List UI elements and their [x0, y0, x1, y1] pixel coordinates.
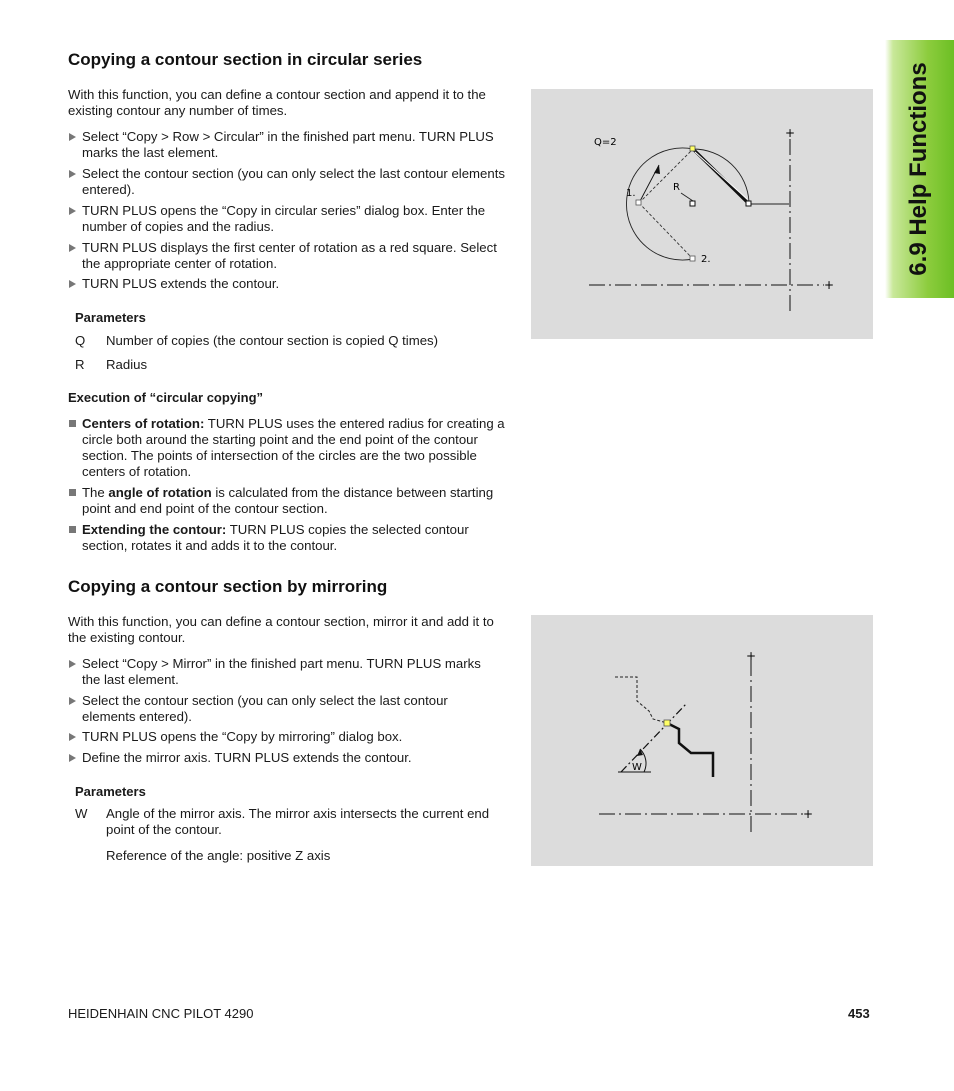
footer-title: HEIDENHAIN CNC PILOT 4290 — [68, 1006, 254, 1021]
section1-step: TURN PLUS displays the first center of rotation as a red square. Select the appropriate center of rotation. — [82, 240, 507, 272]
square-bullet-icon — [69, 489, 76, 496]
plus-marker-top: + — [784, 126, 796, 140]
square-bullet-icon — [69, 420, 76, 427]
arrow-right-icon — [69, 754, 76, 762]
radius-line-1 — [639, 149, 693, 203]
mirror-copy-figure — [531, 615, 873, 866]
param-desc: Angle of the mirror axis. The mirror axis intersects the current end point of the contour. — [106, 806, 490, 837]
original-contour — [667, 723, 713, 777]
section1-step: Select “Copy > Row > Circular” in the finished part menu. TURN PLUS marks the last element. — [82, 129, 507, 161]
end-point-marker — [746, 201, 751, 206]
param-key: R — [75, 357, 85, 372]
section1-intro: With this function, you can define a contour section and append it to the existing contour any number of times. — [68, 87, 486, 118]
mirror-axis — [621, 703, 687, 772]
label-r: R — [673, 182, 680, 193]
label-center-2: 2. — [701, 254, 711, 265]
end-point-marker — [664, 720, 670, 726]
rotation-circle — [626, 148, 749, 260]
angle-arrowhead — [637, 749, 643, 756]
param-key: Q — [75, 333, 86, 348]
label-center-1: 1. — [626, 188, 636, 199]
execution-bullet: The angle of rotation is calculated from the distance between starting point and end point of the contour section. — [82, 485, 507, 517]
circular-copy-figure — [531, 89, 873, 339]
center-2-marker — [690, 256, 695, 261]
section1-heading: Copying a contour section in circular series — [68, 50, 423, 69]
mirror-copy-diagram — [531, 615, 873, 866]
section2-step: Select “Copy > Mirror” in the finished part menu. TURN PLUS marks the last element. — [82, 656, 502, 688]
center-1-marker — [636, 200, 641, 205]
arrow-right-icon — [69, 244, 76, 252]
arrow-right-icon — [69, 733, 76, 741]
square-bullet-icon — [69, 526, 76, 533]
radius-marker — [690, 201, 695, 206]
label-q: Q=2 — [594, 137, 617, 148]
section2-step: TURN PLUS opens the “Copy by mirroring” dialog box. — [82, 729, 502, 745]
param-desc-reference: Reference of the angle: positive Z axis — [106, 848, 331, 863]
section1-step: TURN PLUS extends the contour. — [82, 276, 507, 292]
section1-params-heading: Parameters — [75, 310, 146, 325]
radius-line-2 — [639, 203, 693, 259]
section2-heading: Copying a contour section by mirroring — [68, 577, 388, 596]
label-w: W — [632, 762, 642, 773]
circular-copy-diagram — [531, 89, 873, 339]
arrow-right-icon — [69, 660, 76, 668]
arrow-right-icon — [69, 280, 76, 288]
section2-intro: With this function, you can define a contour section, mirror it and add it to the existing contour. — [68, 614, 494, 645]
plus-marker-right: + — [823, 278, 835, 292]
radius-arrowhead — [654, 165, 660, 174]
section1-step: Select the contour section (you can only select the last contour elements entered). — [82, 166, 507, 198]
section1-step: TURN PLUS opens the “Copy in circular series” dialog box. Enter the number of copies and the radius. — [82, 203, 507, 235]
chapter-tab-label: 6.9 Help Functions — [904, 62, 932, 276]
page-number: 453 — [848, 1006, 870, 1021]
execution-bullet: Extending the contour: TURN PLUS copies the selected contour section, rotates it and adds it to the contour. — [82, 522, 510, 554]
mirrored-contour — [615, 677, 667, 723]
arrow-right-icon — [69, 207, 76, 215]
arrow-right-icon — [69, 697, 76, 705]
section2-step: Select the contour section (you can only select the last contour elements entered). — [82, 693, 502, 725]
chapter-tab — [883, 40, 954, 298]
param-desc: Number of copies (the contour section is copied Q times) — [106, 333, 439, 348]
r-leader — [681, 193, 693, 201]
contour-section-highlight — [695, 152, 747, 199]
execution-heading: Execution of “circular copying” — [68, 390, 264, 405]
plus-marker-top: + — [745, 649, 757, 663]
section2-params-heading: Parameters — [75, 784, 146, 799]
section2-step: Define the mirror axis. TURN PLUS extends the contour. — [82, 750, 502, 766]
arrow-right-icon — [69, 133, 76, 141]
plus-marker-right: + — [802, 807, 814, 821]
arrow-right-icon — [69, 170, 76, 178]
param-key: W — [75, 806, 88, 821]
param-desc: Radius — [106, 357, 148, 372]
execution-bullet: Centers of rotation: TURN PLUS uses the entered radius for creating a circle both around the starting point and the end point of the contour section. The points of intersection of the circles are the two possible centers of rotation. — [82, 416, 510, 480]
start-point-marker — [690, 146, 695, 151]
